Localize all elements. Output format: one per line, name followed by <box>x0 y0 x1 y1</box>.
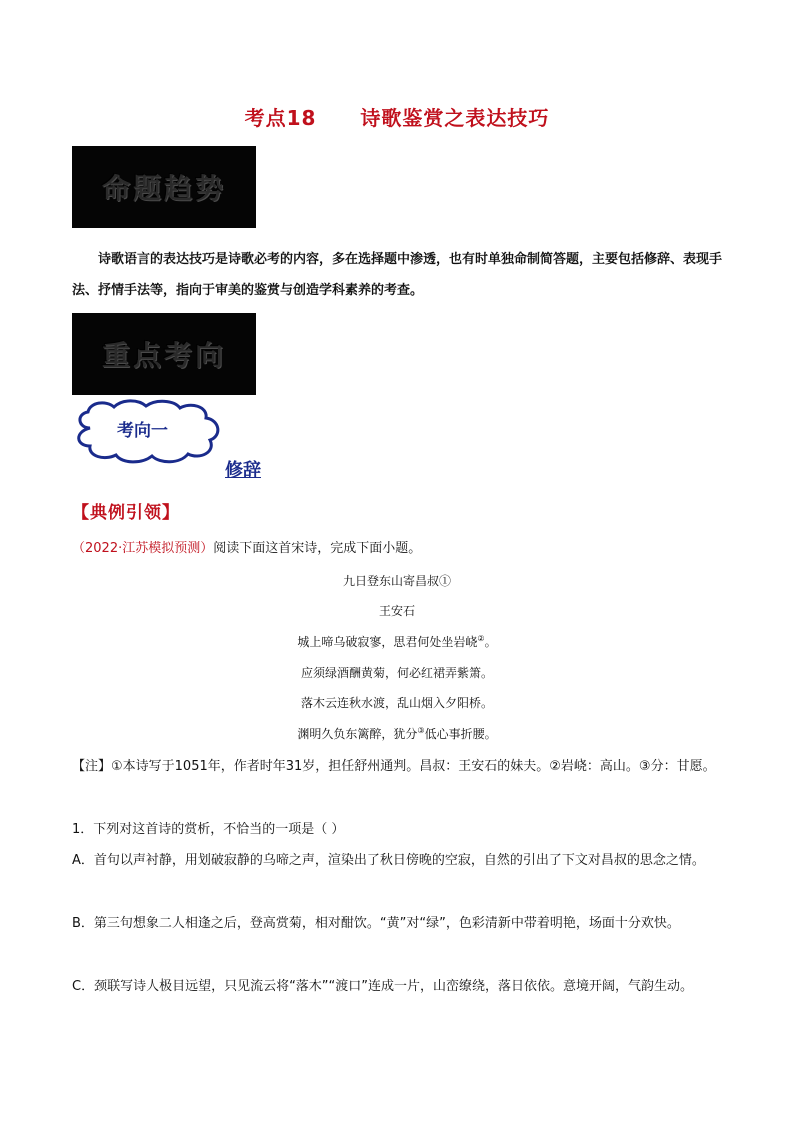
poem-line-4-end: 低心事折腰。 <box>424 727 497 741</box>
question-1-option-a: A．首句以声衬静，用划破寂静的乌啼之声，渲染出了秋日傍晚的空寂，自然的引出了下文对昌叔的思念之情。 <box>72 853 705 868</box>
question-1-option-c: C．颈联写诗人极目远望，只见流云将“落木”“渡口”连成一片，山峦缭绕，落日依依。意境开阔，气韵生动。 <box>72 979 694 994</box>
poem-notes: 【注】①本诗写于1051年，作者时年31岁，担任舒州通判。昌叔：王安石的妹夫。②岩峣：高山。③分：甘愿。 <box>72 759 716 774</box>
note-mark-2: ② <box>477 634 485 643</box>
direction-cloud <box>70 398 226 464</box>
poem-line-1-text: 城上啼乌破寂寥，思君何处坐岩峣 <box>297 635 478 649</box>
page-title <box>0 102 794 131</box>
poem-title: 九日登东山寄昌叔① <box>342 574 451 588</box>
poem-author: 王安石 <box>378 604 415 618</box>
question-1-option-b: B．第三句想象二人相逢之后，登高赏菊，相对酣饮。“黄”对“绿”，色彩清新中带着明艳，场面十分欢快。 <box>72 916 680 931</box>
focus-banner-label: 重点考向 <box>101 339 226 372</box>
direction-label: 考向一 <box>117 421 168 441</box>
question-intro <box>72 537 421 556</box>
direction-title: 修辞 <box>225 460 261 481</box>
poem-line-4 <box>0 725 794 742</box>
question-instruction: 阅读下面这首宋诗，完成下面小题。 <box>213 541 422 556</box>
trend-banner <box>72 146 256 228</box>
poem-line-3: 落木云连秋水渡，乱山烟入夕阳桥。 <box>300 696 493 710</box>
question-1-stem: 1．下列对这首诗的赏析，不恰当的一项是（ ） <box>72 822 345 837</box>
example-heading: 【典例引领】 <box>72 503 180 523</box>
focus-banner <box>72 313 256 395</box>
note-mark-3: ③ <box>417 726 425 735</box>
title-topic-number: 考点18 <box>244 106 317 130</box>
trend-banner-label: 命题趋势 <box>101 172 226 205</box>
intro-paragraph: 诗歌语言的表达技巧是诗歌必考的内容，多在选择题中渗透，也有时单独命制简答题，主要包括修辞、表现手法、抒情手法等，指向于审美的鉴赏与创造学科素养的考查。 <box>72 252 723 298</box>
poem-line-4-start: 渊明久负东篱醉，犹分 <box>297 727 418 741</box>
poem-line-1 <box>0 633 794 650</box>
question-source: （2022·江苏模拟预测） <box>72 541 214 556</box>
poem-line-1-end: 。 <box>484 635 497 649</box>
poem-line-2: 应须绿酒酬黄菊，何必红裙弄紫箫。 <box>300 666 493 680</box>
title-topic-name: 诗歌鉴赏之表达技巧 <box>360 106 550 130</box>
